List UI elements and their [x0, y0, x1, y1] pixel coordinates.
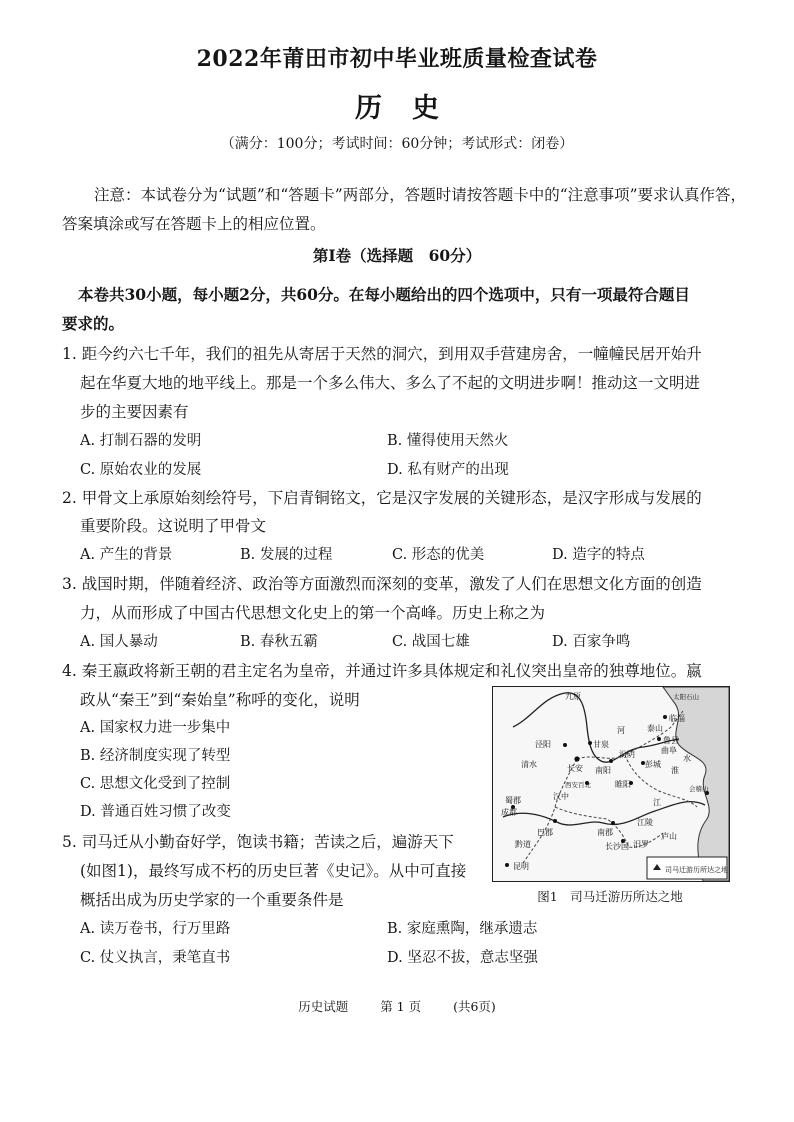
- question-1-option-b[interactable]: B. 懂得使用天然火: [387, 433, 509, 449]
- map-label-nanyang: 南阳: [595, 766, 611, 775]
- city-dot: [609, 759, 613, 763]
- question-3-line1: 3. 战国时期，伴随着经济、政治等方面激烈而深刻的变革，激发了人们在思想文化方面的创造: [62, 575, 702, 593]
- question-2-line2: 重要阶段。这说明了甲骨文: [80, 517, 267, 535]
- map-label-taishan2: 泰山: [647, 724, 663, 733]
- footer-total-pages: (共6页): [453, 999, 496, 1014]
- question-3-option-b[interactable]: B. 春秋五霸: [240, 634, 318, 650]
- map-label-chengdu: 成都: [501, 808, 517, 817]
- map-label-shui: 水: [683, 754, 691, 763]
- question-5-option-b[interactable]: B. 家庭熏陶，继承遗志: [387, 921, 538, 937]
- map-label-he: 河: [617, 726, 625, 735]
- map-label-pengcheng: 彭城: [645, 760, 661, 769]
- question-5-line3: 概括出成为历史学家的一个重要条件是: [80, 891, 344, 909]
- question-1-line1: 1. 距今约六七千年，我们的祖先从寄居于天然的洞穴，到用双手营建房舍，一幢幢民居开始升: [62, 345, 702, 363]
- figure-1-map: [492, 686, 730, 882]
- map-label-taishan: 太阳石山: [673, 693, 699, 701]
- question-4-option-d[interactable]: D. 普通百姓习惯了改变: [80, 804, 231, 820]
- question-2-line1: 2. 甲骨文上承原始刻绘符号，下启青铜铭文，它是汉字发展的关键形态，是汉字形成与发展的: [62, 489, 702, 507]
- exam-meta: （满分：100分；考试时间：60分钟；考试形式：闭卷）: [220, 136, 574, 152]
- map-label-fensui: 汾阴: [619, 750, 635, 759]
- yangtze-river-line: [503, 802, 705, 825]
- question-2-option-d[interactable]: D. 造字的特点: [552, 547, 645, 563]
- map-label-kuaiji: 会稽山: [689, 785, 709, 793]
- map-label-jing: 泾阳: [535, 740, 551, 749]
- question-5-option-a[interactable]: A. 读万卷书，行万里路: [80, 921, 231, 937]
- question-1-option-c[interactable]: C. 原始农业的发展: [80, 462, 202, 478]
- section-instruction-line2: 要求的。: [62, 314, 125, 333]
- map-label-kunming: 昆明: [513, 862, 529, 871]
- city-dot: [663, 715, 667, 719]
- city-dot: [574, 756, 579, 761]
- question-1-line3: 步的主要因素有: [80, 403, 189, 421]
- map-label-changsha: 长沙国: [605, 842, 629, 851]
- map-label-jiangling: 江陵: [637, 818, 653, 827]
- question-1-line2: 起在华夏大地的地平线上。那是一个多么伟大、多么了不起的文明进步啊！推动这一文明进: [80, 374, 701, 392]
- question-4-option-b[interactable]: B. 经济制度实现了转型: [80, 748, 231, 764]
- map-label-lushan: 庐山: [661, 832, 677, 841]
- question-4-option-c[interactable]: C. 思想文化受到了控制: [80, 776, 231, 792]
- map-label-qiandao: 黔道: [515, 840, 531, 849]
- map-label-suiyang: 睢阳: [615, 780, 631, 789]
- map-label-hanzhong: 汉中: [553, 792, 569, 801]
- map-legend-text: 司马迁游历所达之地: [665, 866, 728, 874]
- question-4-line1: 4. 秦王嬴政将新王朝的君主定名为皇帝，并通过许多具体规定和礼仪突出皇帝的独尊地位。嬴: [62, 662, 702, 680]
- map-label-changan: 长安: [567, 764, 583, 773]
- question-2-option-c[interactable]: C. 形态的优美: [392, 547, 485, 563]
- question-2-option-a[interactable]: A. 产生的背景: [80, 547, 173, 563]
- footer-subject: 历史试题: [298, 999, 349, 1014]
- map-label-jiuyuan: 九原: [565, 692, 581, 701]
- section-instruction-line1: 本卷共30小题，每小题2分，共60分。在每小题给出的四个选项中，只有一项最符合题目: [78, 285, 690, 304]
- map-label-lu: 鲁县: [663, 736, 679, 745]
- question-1-option-d[interactable]: D. 私有财产的出现: [387, 462, 509, 478]
- city-dot: [553, 819, 557, 823]
- city-dot: [505, 863, 509, 867]
- question-5-option-c[interactable]: C. 仗义执言，秉笔直书: [80, 950, 231, 966]
- city-dot: [611, 821, 615, 825]
- question-3-option-c[interactable]: C. 战国七雄: [392, 634, 470, 650]
- map-label-miluo: 汨罗: [633, 840, 649, 849]
- city-dot: [657, 737, 661, 741]
- map-label-nanjun: 南郡: [597, 828, 613, 837]
- city-dot: [563, 743, 567, 747]
- question-3-option-d[interactable]: D. 百家争鸣: [552, 634, 631, 650]
- footer-page-number: 第 1 页: [380, 999, 422, 1014]
- notice-text: 注意：本试卷分为“试题”和“答题卡”两部分，答题时请按答题卡中的“注意事项”要求认真作答，答案填涂或写在答题卡上的相应位置。: [62, 186, 747, 233]
- map-label-jiang: 江: [653, 798, 661, 807]
- exam-title: 2022年莆田市初中毕业班质量检查试卷: [196, 46, 598, 72]
- subject-title: 历史: [355, 93, 469, 124]
- question-3-option-a[interactable]: A. 国人暴动: [80, 634, 158, 650]
- map-label-qufu: 曲阜: [661, 746, 677, 755]
- figure-1-caption: 图1 司马迁游历所达之地: [537, 889, 683, 904]
- map-label-xian: 西安百北: [565, 781, 591, 789]
- section-title: 第Ⅰ卷（选择题 60分）: [312, 246, 482, 265]
- map-label-ganquan: 甘泉: [593, 740, 609, 749]
- map-label-bajun: 巴郡: [537, 828, 553, 837]
- page-footer: [0, 997, 794, 1015]
- map-label-huai: 淮: [671, 766, 679, 775]
- question-5-line2: (如图1)，最终写成不朽的历史巨著《史记》。从中可直接: [80, 862, 467, 880]
- question-5-line1: 5. 司马迁从小勤奋好学，饱读书籍；苦读之后，遍游天下: [62, 833, 454, 851]
- map-label-shu: 蜀郡: [505, 796, 521, 805]
- city-dot: [588, 741, 592, 745]
- question-4-line2: 政从“秦王”到“秦始皇”称呼的变化，说明: [80, 691, 360, 709]
- question-3-line2: 力，从而形成了中国古代思想文化史上的第一个高峰。历史上称之为: [80, 604, 546, 622]
- question-4-option-a[interactable]: A. 国家权力进一步集中: [80, 720, 231, 736]
- question-2-option-b[interactable]: B. 发展的过程: [240, 547, 333, 563]
- question-5-option-d[interactable]: D. 坚忍不拔，意志坚强: [387, 950, 538, 966]
- map-label-qingshui: 清水: [521, 760, 537, 769]
- map-drawing: [493, 687, 729, 881]
- map-label-linzi: 临淄: [669, 714, 685, 723]
- question-1-option-a[interactable]: A. 打制石器的发明: [80, 433, 202, 449]
